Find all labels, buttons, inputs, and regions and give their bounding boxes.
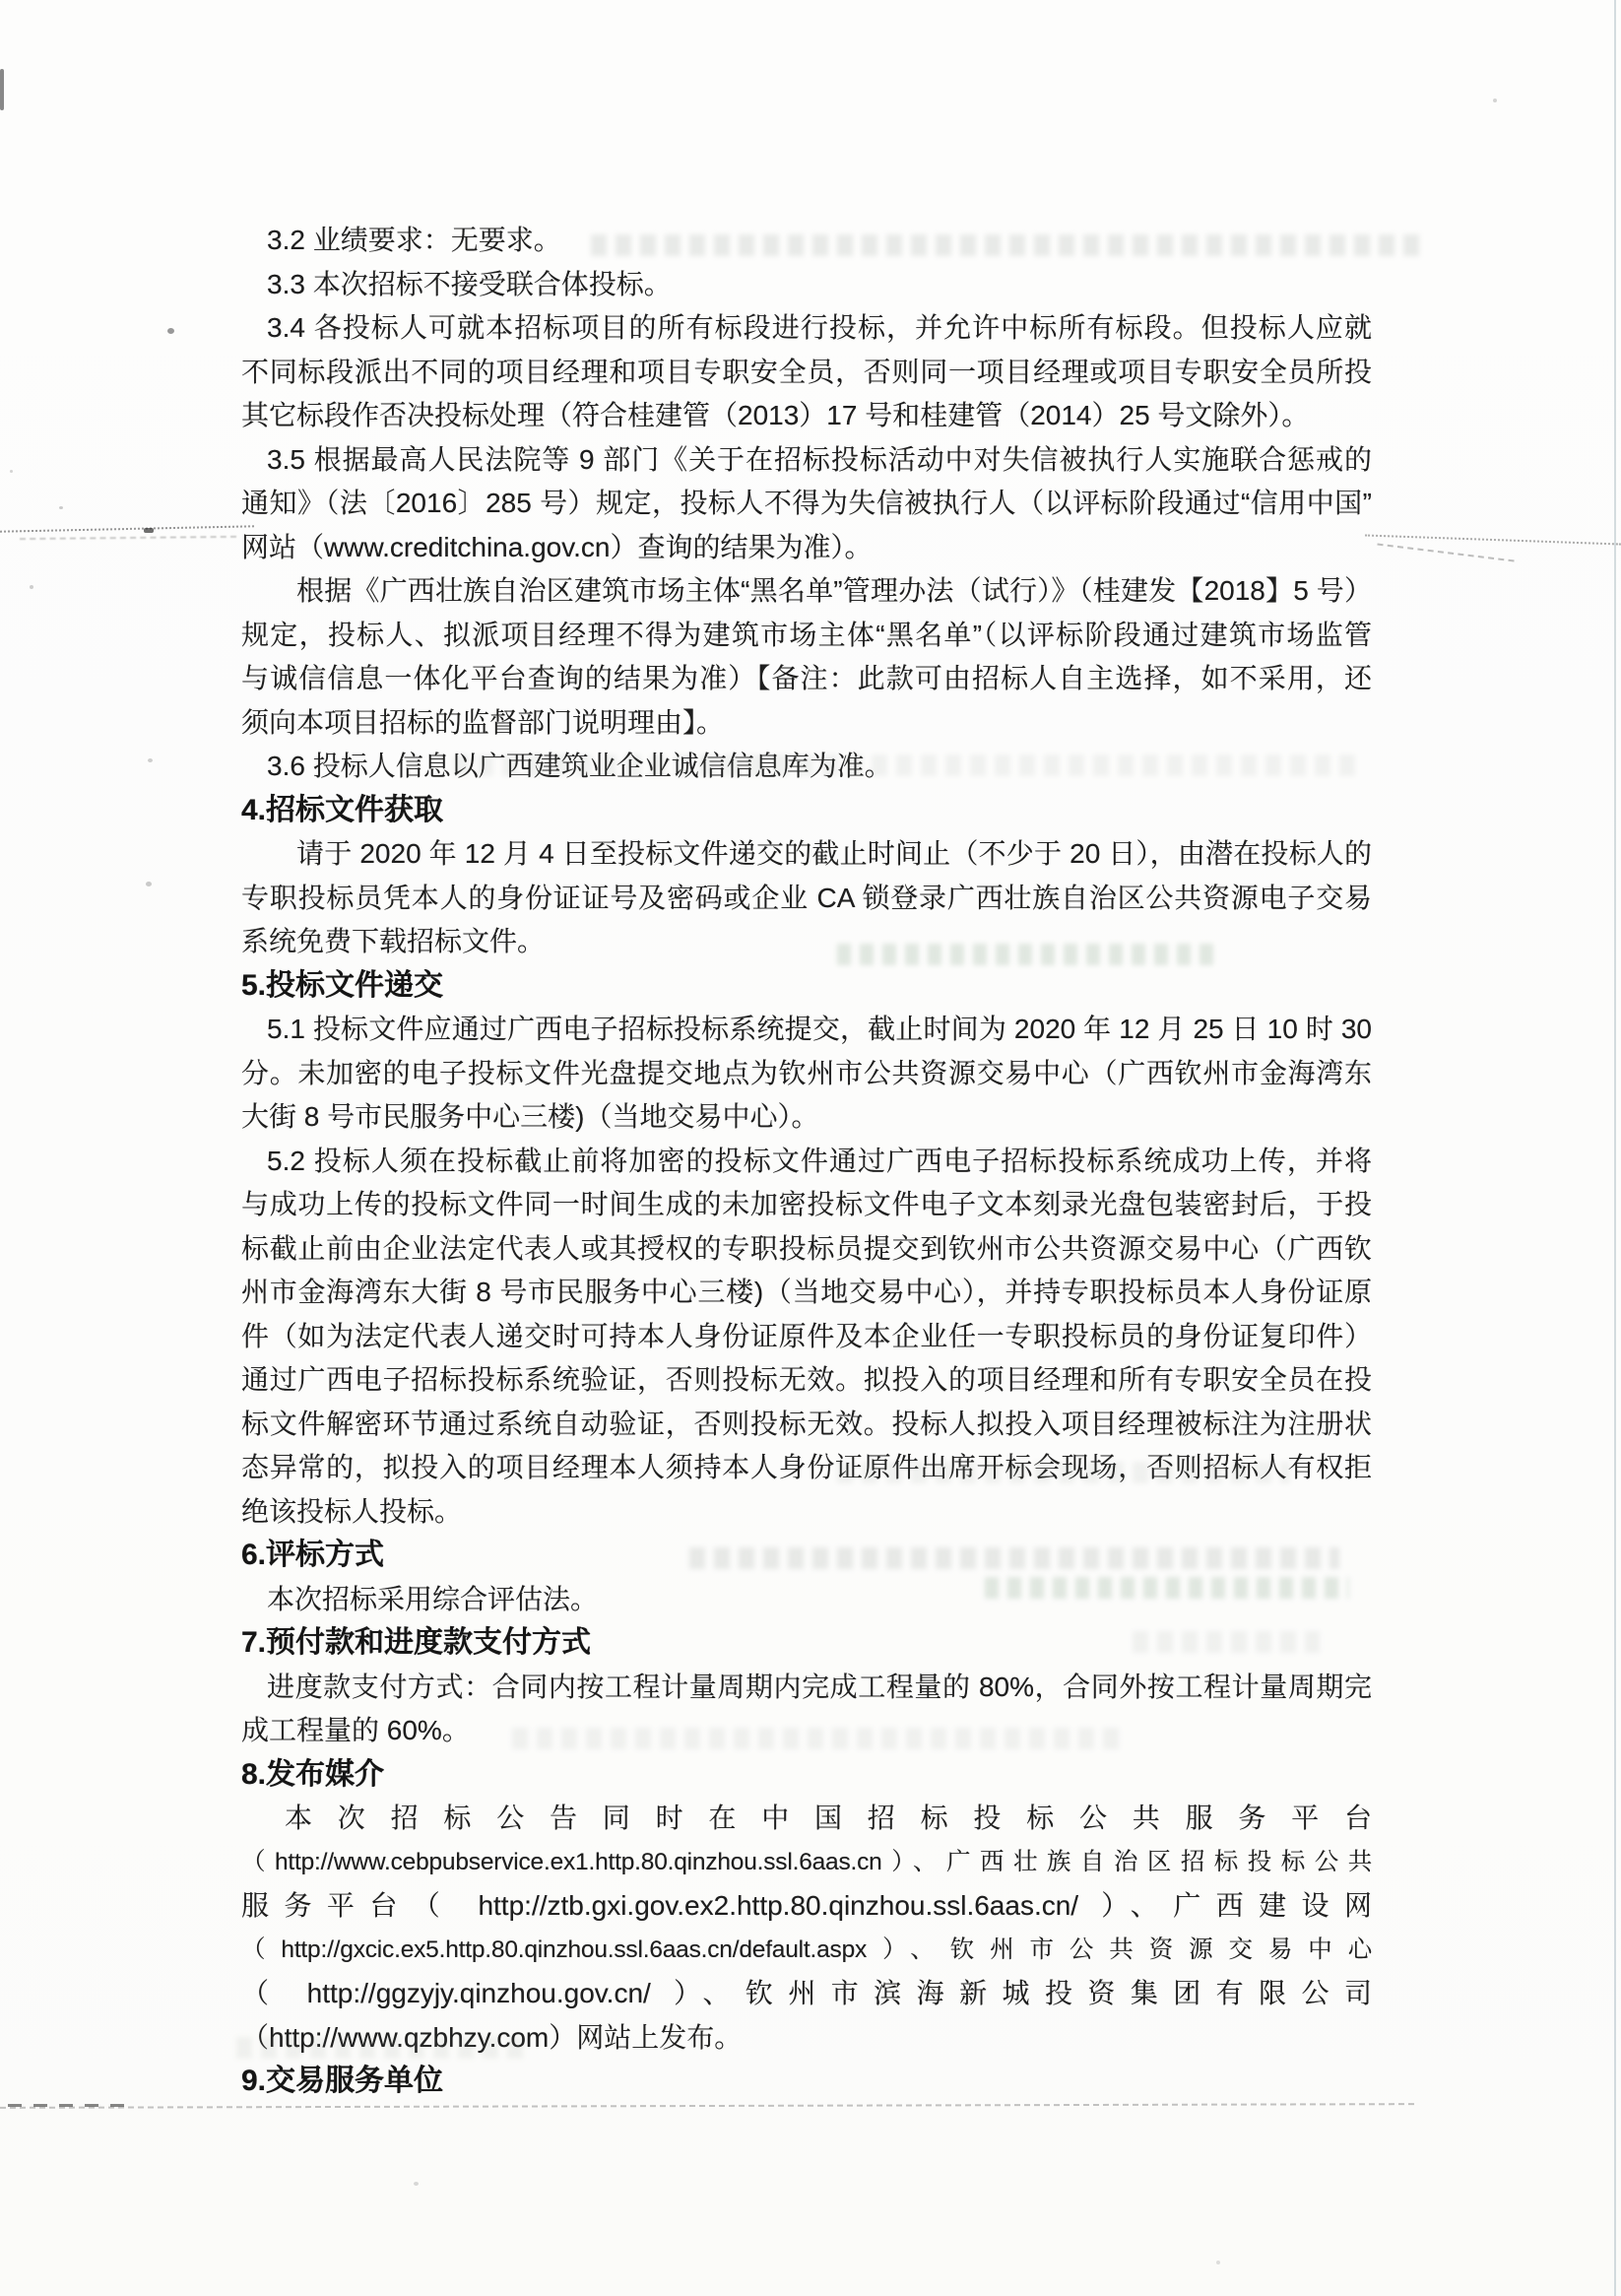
text-line: （http://www.cebpubservice.ex1.http.80.qinzhou.ssl.6aas.cn）、广西壮族自治区招标投标公共: [241, 1848, 1372, 1875]
text-line: 服务平台（ http://ztb.gxi.gov.ex2.http.80.qinzhou.ssl.6aas.cn/ ）、广西建设网: [241, 1890, 1372, 1921]
scan-speck: [30, 585, 33, 589]
text-line: 州市金海湾东大街 8 号市民服务中心三楼)（当地交易中心），并持专职投标员本人身份证原: [241, 1277, 1372, 1307]
text-line: 分。未加密的电子投标文件光盘提交地点为钦州市公共资源交易中心（广西钦州市金海湾东: [241, 1057, 1372, 1088]
text-line: 请于 2020 年 12 月 4 日至投标文件递交的截止时间止（不少于 20 日），由潜在投标人的: [296, 838, 1372, 869]
section-heading: 4.招标文件获取: [241, 793, 444, 826]
scan-smudge-left: [0, 525, 254, 532]
text-line: 标截止前由企业法定代表人或其授权的专职投标员提交到钦州市公共资源交易中心（广西钦: [241, 1232, 1372, 1264]
text-line: 3.4 各投标人可就本招标项目的所有标段进行投标，并允许中标所有标段。但投标人应就: [267, 312, 1372, 343]
text-line: 系统免费下载招标文件。: [241, 926, 546, 956]
text-line: 通过广西电子招标投标系统验证，否则投标无效。拟投入的项目经理和所有专职安全员在投: [241, 1364, 1372, 1395]
text-line: 不同标段派出不同的项目经理和项目专职安全员，否则同一项目经理或项目专职安全员所投: [241, 356, 1372, 387]
text-line: 规定，投标人、拟派项目经理不得为建筑市场主体“黑名单”（以评标阶段通过建筑市场监管: [241, 619, 1372, 650]
scan-smudge-left: [20, 536, 236, 540]
scan-speck: [146, 882, 152, 886]
text-line: 5.2 投标人须在投标截止前将加密的投标文件通过广西电子招标投标系统成功上传，并将: [267, 1145, 1372, 1176]
text-line: 与成功上传的投标文件同一时间生成的未加密投标文件电子文本刻录光盘包装密封后，于投: [241, 1189, 1372, 1219]
text-line: 成工程量的 60%。: [241, 1715, 470, 1745]
scanner-edge-mark: [0, 69, 4, 110]
scan-smudge-right: [1377, 543, 1514, 561]
scan-speck: [148, 758, 153, 762]
scan-speck: [167, 328, 174, 334]
text-line: 3.2 业绩要求：无要求。: [267, 225, 561, 255]
text-line: 本次招标公告同时在中国招标投标公共服务平台: [285, 1803, 1372, 1833]
section-heading: 7.预付款和进度款支付方式: [241, 1626, 592, 1659]
text-line: 本次招标采用综合评估法。: [267, 1583, 599, 1614]
scan-speck: [1216, 2261, 1220, 2264]
text-line: 通知》（法〔2016〕285 号）规定，投标人不得为失信被执行人（以评标阶段通过“信用中国”: [241, 488, 1372, 518]
text-line: （ http://ggzyjy.qinzhou.gov.cn/ ）、钦州市滨海新城投资集团有限公司: [241, 1978, 1372, 2008]
section-heading: 9.交易服务单位: [241, 2065, 444, 2097]
text-line: 其它标段作否决投标处理（符合桂建管（2013）17 号和桂建管（2014）25 号文除外）。: [241, 400, 1310, 430]
scan-speck: [414, 2182, 419, 2186]
section-heading: 6.评标方式: [241, 1539, 385, 1571]
scan-smudge-bottom: [0, 2103, 1414, 2109]
scan-smudge-right: [1365, 534, 1621, 545]
text-line: 5.1 投标文件应通过广西电子招标投标系统提交，截止时间为 2020 年 12 月 25 日 10 时 30: [267, 1014, 1372, 1044]
text-line: 专职投标员凭本人的身份证证号及密码或企业 CA 锁登录广西壮族自治区公共资源电子交易: [241, 882, 1372, 913]
text-line: 件（如为法定代表人递交时可持本人身份证原件及本企业任一专职投标员的身份证复印件）: [241, 1320, 1372, 1351]
section-heading: 8.发布媒介: [241, 1757, 385, 1791]
text-line: 3.3 本次招标不接受联合体投标。: [267, 268, 672, 299]
text-line: 态异常的，拟投入的项目经理本人须持本人身份证原件出席开标会现场，否则招标人有权拒: [241, 1452, 1372, 1482]
text-line: 绝该投标人投标。: [241, 1495, 463, 1527]
text-line: 须向本项目招标的监督部门说明理由】。: [241, 706, 725, 738]
text-line: 与诚信信息一体化平台查询的结果为准）【备注：此款可由招标人自主选择，如不采用，还: [241, 663, 1372, 693]
text-line: 3.5 根据最高人民法院等 9 部门《关于在招标投标活动中对失信被执行人实施联合惩戒的: [267, 443, 1372, 475]
scanner-edge-line: [1614, 0, 1616, 2296]
text-line: 进度款支付方式：合同内按工程计量周期内完成工程量的 80%，合同外按工程计量周期完: [267, 1671, 1372, 1702]
text-line: （http://www.qzbhzy.com）网站上发布。: [241, 2021, 743, 2053]
scan-smudge-left: [144, 528, 154, 533]
text-line: （http://gxcic.ex5.http.80.qinzhou.ssl.6aas.cn/default.aspx）、钦州市公共资源交易中心: [241, 1935, 1372, 1963]
text-line: 大街 8 号市民服务中心三楼)（当地交易中心）。: [241, 1101, 819, 1132]
text-line: 标文件解密环节通过系统自动验证，否则投标无效。投标人拟投入项目经理被标注为注册状: [241, 1408, 1372, 1439]
scan-speck: [1493, 98, 1497, 102]
document-text-block: [241, 219, 1372, 2104]
text-line: 根据《广西壮族自治区建筑市场主体“黑名单”管理办法（试行）》（桂建发【2018】5 号）: [296, 575, 1372, 606]
section-heading: 5.投标文件递交: [241, 968, 444, 1002]
scan-speck: [59, 506, 63, 509]
text-line: 网站（www.creditchina.gov.cn）查询的结果为准）。: [241, 531, 873, 562]
scan-speck: [10, 470, 13, 473]
scan-smudge-bottom: [8, 2104, 126, 2107]
text-line: 3.6 投标人信息以广西建筑业企业诚信信息库为准。: [267, 751, 892, 781]
